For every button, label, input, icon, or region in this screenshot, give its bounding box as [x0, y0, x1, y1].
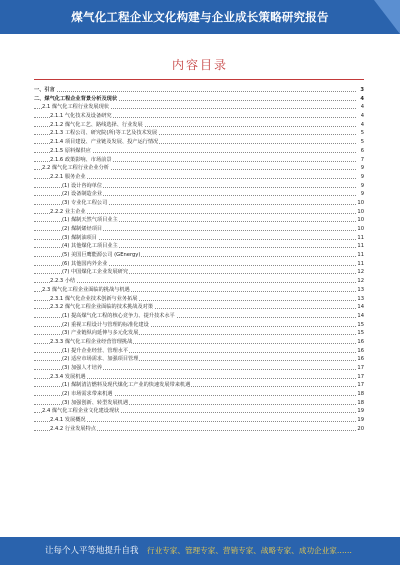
table-of-contents — [34, 86, 364, 434]
footer-expert-list: 行业专家、管理专家、营销专家、战略专家、成功企业家…… — [147, 546, 353, 555]
toc-entry-page: 14 — [357, 304, 364, 311]
toc-entry[interactable] — [34, 225, 364, 234]
toc-entry-page: 9 — [356, 173, 364, 182]
toc-entry[interactable] — [34, 216, 364, 225]
toc-entry-page: 10 — [357, 208, 364, 215]
toc-entry-page: 19 — [357, 408, 364, 415]
toc-entry[interactable] — [34, 347, 364, 356]
toc-entry[interactable] — [34, 277, 364, 286]
toc-entry-page: 19 — [357, 417, 364, 424]
toc-entry-title: (3) 加强创新、转型发展机遇 — [62, 399, 129, 406]
toc-entry-page: 16 — [357, 347, 364, 354]
toc-entry[interactable] — [34, 95, 364, 104]
toc-entry-title: 2.3 煤气化工程企业面临的挑战与机遇 — [42, 286, 130, 293]
toc-entry-page: 17 — [357, 373, 364, 380]
toc-entry-title: 2.4.1 发展概况 — [50, 417, 86, 424]
toc-entry[interactable] — [34, 138, 364, 147]
toc-entry-title: (3) 加强人才培养 — [62, 365, 103, 371]
toc-leader-dots — [34, 282, 356, 283]
toc-entry[interactable] — [34, 416, 364, 425]
toc-entry-page: 12 — [357, 269, 364, 276]
toc-entry-page: 10 — [357, 199, 364, 206]
toc-entry-title: (3) 产业链纵向延伸与多元化发展 — [62, 330, 139, 337]
toc-entry-title: 一、引言 — [34, 87, 55, 93]
toc-entry[interactable] — [34, 286, 364, 295]
toc-entry[interactable] — [34, 147, 364, 156]
toc-entry-page: 4 — [356, 103, 364, 112]
toc-entry-title: (2) 适应市场需求、加强项目管理 — [62, 356, 139, 363]
toc-entry-page: 9 — [356, 190, 364, 199]
toc-entry-title: (5) 美国巨鹰能源公司 (GEnergy) — [62, 252, 141, 259]
toc-entry-title: 2.1.2 煤气化工艺、路线选择、行业发展 — [50, 121, 143, 128]
toc-entry-page: 13 — [357, 286, 364, 293]
toc-entry-title: 2.2 煤气化工程行业企业分析 — [42, 165, 109, 172]
toc-entry-title: 2.3.4 发展机遇 — [50, 373, 86, 380]
toc-entry-title: 2.1.5 原料煤供应 — [50, 147, 91, 154]
toc-entry-page: 5 — [356, 138, 364, 147]
footer-bar — [0, 537, 400, 565]
toc-entry-page: 20 — [357, 425, 364, 432]
toc-entry-page: 6 — [356, 147, 364, 156]
toc-entry-page: 11 — [357, 260, 364, 267]
toc-entry-title: (6) 其他国内外企业 — [62, 260, 108, 267]
toc-entry-title: 2.2.2 业主企业 — [50, 208, 86, 215]
toc-entry[interactable] — [34, 199, 364, 208]
toc-entry-title: 2.4.2 行业发展特点 — [50, 425, 96, 432]
toc-leader-dots — [34, 91, 356, 92]
toc-entry-page: 17 — [357, 365, 364, 371]
toc-entry[interactable] — [34, 86, 364, 95]
toc-entry-title: (1) 煤制天然气项目业主 — [62, 217, 118, 224]
toc-entry-title: (2) 设备制造企业 — [62, 191, 103, 198]
toc-entry[interactable] — [34, 121, 364, 130]
toc-entry[interactable] — [34, 364, 364, 373]
toc-entry-page: 4 — [356, 95, 364, 104]
toc-entry[interactable] — [34, 156, 364, 165]
toc-entry-title: 2.3.1 煤气化企业技术创新与业务拓展 — [50, 295, 138, 302]
toc-entry[interactable] — [34, 425, 364, 434]
toc-entry[interactable] — [34, 321, 364, 330]
toc-entry-page: 10 — [357, 217, 364, 224]
toc-entry[interactable] — [34, 312, 364, 321]
toc-entry-title: (1) 设计咨询单位 — [62, 182, 103, 189]
toc-entry-title: (1) 提高煤气化工程的核心竞争力、提升技术水平 — [62, 312, 175, 319]
toc-entry[interactable] — [34, 303, 364, 312]
toc-entry-title: 2.2.3 小结 — [50, 278, 76, 285]
toc-entry-page: 7 — [356, 156, 364, 165]
toc-entry-title: 2.1.6 政策影响、市场前景 — [50, 156, 112, 163]
toc-entry-title: (2) 重视工程设计与管理的标准化建设 — [62, 321, 149, 328]
toc-entry-title: 2.1.1 气化技术及设备研究 — [50, 113, 112, 120]
toc-entry-title: (1) 煤制清洁燃料及现代煤化工产业的快速发展带来机遇 — [62, 382, 191, 389]
toc-entry-title: 2.1.4 项目建设、产业链及发展、投产运行情况 — [50, 139, 159, 146]
toc-entry-page: 12 — [357, 278, 364, 285]
toc-entry[interactable] — [34, 208, 364, 217]
toc-entry-page: 11 — [357, 243, 364, 250]
toc-entry-title: (2) 市场需求带来机遇 — [62, 391, 113, 398]
toc-entry-page: 14 — [357, 312, 364, 319]
toc-entry[interactable] — [34, 242, 364, 251]
toc-entry-page: 9 — [356, 182, 364, 191]
toc-entry[interactable] — [34, 329, 364, 338]
toc-entry-page: 10 — [357, 226, 364, 232]
toc-entry-title: (4) 其他煤化工项目业主 — [62, 243, 118, 250]
toc-entry-title: (3) 专业化工程公司 — [62, 199, 108, 206]
toc-heading: 内容目录 — [171, 58, 228, 72]
toc-entry-title: 2.1.3 工程公司、研究院(所)等工艺及技术发展 — [50, 130, 158, 137]
toc-entry[interactable] — [34, 390, 364, 399]
toc-entry-title: 二、煤气化工程企业背景分析及现状 — [34, 95, 118, 102]
toc-entry[interactable] — [34, 164, 364, 173]
toc-divider — [34, 79, 364, 80]
toc-entry[interactable] — [34, 112, 364, 121]
toc-entry-title: (3) 煤制油项目 — [62, 234, 97, 241]
toc-entry-title: 2.2.1 服务企业 — [50, 173, 86, 180]
toc-entry-title: (2) 煤制烯烃项目 — [62, 226, 103, 232]
toc-entry[interactable] — [34, 260, 364, 269]
toc-entry[interactable] — [34, 338, 364, 347]
toc-entry-page: 15 — [357, 330, 364, 337]
footer-slogan: 让每个人平等地提升自我 — [45, 546, 139, 556]
toc-entry-title: (7) 中国煤化工企业发展研究 — [62, 269, 129, 276]
toc-entry-page: 9 — [356, 164, 364, 173]
toc-entry-title: 2.4 煤气化工程企业文化建设现状 — [42, 408, 120, 415]
toc-entry[interactable] — [34, 103, 364, 112]
header-bar — [0, 0, 400, 34]
toc-entry[interactable] — [34, 251, 364, 260]
toc-entry-page: 16 — [357, 356, 364, 363]
toc-entry-page: 15 — [357, 321, 364, 328]
toc-entry[interactable] — [34, 234, 364, 243]
toc-entry-page: 11 — [357, 252, 364, 259]
toc-entry[interactable] — [34, 373, 364, 382]
toc-entry-page: 4 — [356, 112, 364, 121]
toc-entry-title: 2.3.2 煤气化工程企业面临的技术挑战及对策 — [50, 304, 154, 311]
toc-entry-page: 5 — [356, 129, 364, 138]
toc-entry-title: (1) 提升企业经营、管理水平 — [62, 347, 129, 354]
toc-entry-title: 2.1 煤气化工程行业发展现状 — [42, 104, 109, 111]
toc-entry-page: 18 — [357, 391, 364, 398]
toc-entry[interactable] — [34, 173, 364, 182]
toc-entry[interactable] — [34, 407, 364, 416]
toc-entry[interactable] — [34, 399, 364, 408]
toc-entry[interactable] — [34, 381, 364, 390]
toc-entry[interactable] — [34, 295, 364, 304]
toc-entry-page: 18 — [357, 399, 364, 406]
toc-entry[interactable] — [34, 268, 364, 277]
toc-entry[interactable] — [34, 190, 364, 199]
toc-entry-page: 3 — [356, 86, 364, 95]
toc-entry-page: 17 — [357, 382, 364, 389]
toc-entry[interactable] — [34, 129, 364, 138]
document-title: 煤气化工程企业文化构建与企业成长策略研究报告 — [71, 10, 329, 24]
toc-entry-page: 4 — [356, 121, 364, 130]
toc-entry-title: 2.3.3 煤气化工程企业经营管理挑战 — [50, 338, 133, 345]
toc-entry-page: 11 — [357, 234, 364, 241]
toc-entry[interactable] — [34, 182, 364, 191]
toc-entry-page: 13 — [357, 295, 364, 302]
header-corner-decoration — [374, 0, 400, 34]
toc-entry-page: 16 — [357, 338, 364, 345]
toc-entry[interactable] — [34, 355, 364, 364]
